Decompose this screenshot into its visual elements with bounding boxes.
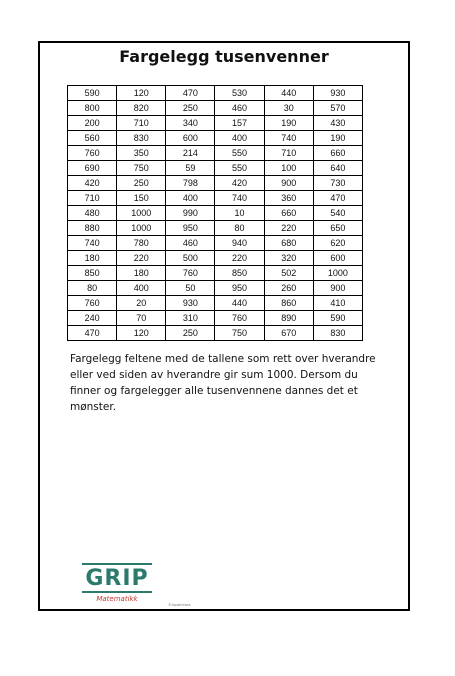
grid-cell[interactable]: 480	[68, 206, 117, 221]
grid-cell[interactable]: 800	[68, 101, 117, 116]
grid-cell[interactable]: 760	[166, 266, 215, 281]
grid-cell[interactable]: 740	[264, 131, 313, 146]
grid-cell[interactable]: 1000	[117, 221, 166, 236]
grid-cell[interactable]: 570	[313, 101, 362, 116]
grid-cell[interactable]: 180	[68, 251, 117, 266]
grid-cell[interactable]: 600	[313, 251, 362, 266]
grid-cell[interactable]: 120	[117, 86, 166, 101]
grid-cell[interactable]: 560	[68, 131, 117, 146]
grid-row	[68, 251, 363, 266]
grid-cell[interactable]: 20	[117, 296, 166, 311]
instructions-text: Fargelegg feltene med de tallene som rett over hverandre eller ved siden av hverandre gir sum 1000. Dersom du finner og fargelegger alle tusenvennene dannes det et mønster.	[70, 353, 376, 413]
grid-cell[interactable]: 950	[166, 221, 215, 236]
grid-cell[interactable]: 157	[215, 116, 264, 131]
grid-cell[interactable]: 250	[166, 101, 215, 116]
grid-cell[interactable]: 420	[68, 176, 117, 191]
grid-cell[interactable]: 502	[264, 266, 313, 281]
grid-cell[interactable]: 120	[117, 326, 166, 341]
logo-bar	[82, 563, 152, 565]
grid-row	[68, 176, 363, 191]
logo-subtitle: Matematikk	[96, 595, 138, 603]
grid-row	[68, 326, 363, 341]
grid-cell[interactable]: 400	[215, 131, 264, 146]
grid-cell[interactable]: 650	[313, 221, 362, 236]
grid-row	[68, 101, 363, 116]
grid-row	[68, 86, 363, 101]
grid-cell[interactable]: 550	[215, 161, 264, 176]
grid-cell[interactable]: 410	[313, 296, 362, 311]
grid-cell[interactable]: 260	[264, 281, 313, 296]
grid-row	[68, 191, 363, 206]
grid-cell[interactable]: 730	[313, 176, 362, 191]
grid-cell[interactable]: 830	[313, 326, 362, 341]
grid-cell[interactable]: 830	[117, 131, 166, 146]
grid-row	[68, 131, 363, 146]
grid-cell[interactable]: 220	[264, 221, 313, 236]
grid-row	[68, 311, 363, 326]
grid-cell[interactable]: 930	[313, 86, 362, 101]
number-grid	[67, 85, 363, 341]
grid-cell[interactable]: 10	[215, 206, 264, 221]
grid-cell[interactable]: 400	[166, 191, 215, 206]
grid-row	[68, 221, 363, 236]
grid-cell[interactable]: 180	[117, 266, 166, 281]
grid-cell[interactable]: 750	[215, 326, 264, 341]
grid-cell[interactable]: 59	[166, 161, 215, 176]
grid-cell[interactable]: 440	[264, 86, 313, 101]
grid-cell[interactable]: 470	[313, 191, 362, 206]
grid-cell[interactable]: 80	[215, 221, 264, 236]
grid-cell[interactable]: 740	[68, 236, 117, 251]
logo-bar-bottom	[82, 591, 152, 593]
grid-cell[interactable]: 190	[264, 116, 313, 131]
grid-cell[interactable]: 900	[264, 176, 313, 191]
grid-cell[interactable]: 890	[264, 311, 313, 326]
logo-text: GRIP	[85, 566, 149, 591]
grid-row	[68, 146, 363, 161]
grid-cell[interactable]: 50	[166, 281, 215, 296]
grid-cell[interactable]: 400	[117, 281, 166, 296]
grid-cell[interactable]: 320	[264, 251, 313, 266]
grid-cell[interactable]: 710	[68, 191, 117, 206]
grid-cell[interactable]: 600	[166, 131, 215, 146]
grid-cell[interactable]: 690	[68, 161, 117, 176]
grid-cell[interactable]: 740	[215, 191, 264, 206]
grid-cell[interactable]: 900	[313, 281, 362, 296]
grid-cell[interactable]: 710	[117, 116, 166, 131]
grid-cell[interactable]: 30	[264, 101, 313, 116]
copyright-text: ©tipsbrtrsea	[168, 603, 191, 607]
grid-cell[interactable]: 540	[313, 206, 362, 221]
grid-cell[interactable]: 760	[68, 146, 117, 161]
grid-cell[interactable]: 850	[68, 266, 117, 281]
grid-cell[interactable]: 590	[313, 311, 362, 326]
grid-cell[interactable]: 220	[117, 251, 166, 266]
grid-row	[68, 116, 363, 131]
grid-cell[interactable]: 710	[264, 146, 313, 161]
grid-cell[interactable]: 940	[215, 236, 264, 251]
grid-cell[interactable]: 1000	[117, 206, 166, 221]
grid-cell[interactable]: 930	[166, 296, 215, 311]
grid-cell[interactable]: 214	[166, 146, 215, 161]
grid-cell[interactable]: 250	[117, 176, 166, 191]
grid-cell[interactable]: 220	[215, 251, 264, 266]
grid-cell[interactable]: 590	[68, 86, 117, 101]
grid-cell[interactable]: 440	[215, 296, 264, 311]
grid-cell[interactable]: 340	[166, 116, 215, 131]
grid-cell[interactable]: 1000	[313, 266, 362, 281]
grid-cell[interactable]: 820	[117, 101, 166, 116]
grid-cell[interactable]: 798	[166, 176, 215, 191]
grid-cell[interactable]: 760	[68, 296, 117, 311]
grid-cell[interactable]: 430	[313, 116, 362, 131]
grid-cell[interactable]: 250	[166, 326, 215, 341]
grid-cell[interactable]: 470	[68, 326, 117, 341]
grid-cell[interactable]: 200	[68, 116, 117, 131]
grid-row	[68, 296, 363, 311]
grid-cell[interactable]: 460	[215, 101, 264, 116]
grid-row	[68, 281, 363, 296]
grid-cell[interactable]: 240	[68, 311, 117, 326]
grid-cell[interactable]: 190	[313, 131, 362, 146]
worksheet	[38, 41, 410, 611]
grid-cell[interactable]: 640	[313, 161, 362, 176]
grid-cell[interactable]: 550	[215, 146, 264, 161]
grid-cell[interactable]: 460	[166, 236, 215, 251]
grid-cell[interactable]: 420	[215, 176, 264, 191]
grid-row	[68, 266, 363, 281]
grid-cell[interactable]: 350	[117, 146, 166, 161]
grid-row	[68, 236, 363, 251]
grid-cell[interactable]: 680	[264, 236, 313, 251]
grid-cell[interactable]: 310	[166, 311, 215, 326]
grid-cell[interactable]: 760	[215, 311, 264, 326]
grid-cell[interactable]: 750	[117, 161, 166, 176]
grid-row	[68, 206, 363, 221]
grid-cell[interactable]: 150	[117, 191, 166, 206]
grid-cell[interactable]: 470	[166, 86, 215, 101]
grid-cell[interactable]: 70	[117, 311, 166, 326]
grid-row	[68, 161, 363, 176]
grid-cell[interactable]: 500	[166, 251, 215, 266]
grid-cell[interactable]: 990	[166, 206, 215, 221]
worksheet-title: Fargelegg tusenvenner	[119, 47, 329, 66]
grid-cell[interactable]: 360	[264, 191, 313, 206]
grid-cell[interactable]: 860	[264, 296, 313, 311]
grid-cell[interactable]: 660	[313, 146, 362, 161]
grid-cell[interactable]: 950	[215, 281, 264, 296]
grid-cell[interactable]: 530	[215, 86, 264, 101]
grip-logo	[82, 563, 152, 604]
grid-cell[interactable]: 80	[68, 281, 117, 296]
grid-cell[interactable]: 780	[117, 236, 166, 251]
grid-cell[interactable]: 100	[264, 161, 313, 176]
grid-cell[interactable]: 850	[215, 266, 264, 281]
grid-cell[interactable]: 670	[264, 326, 313, 341]
grid-cell[interactable]: 880	[68, 221, 117, 236]
grid-cell[interactable]: 660	[264, 206, 313, 221]
grid-cell[interactable]: 620	[313, 236, 362, 251]
